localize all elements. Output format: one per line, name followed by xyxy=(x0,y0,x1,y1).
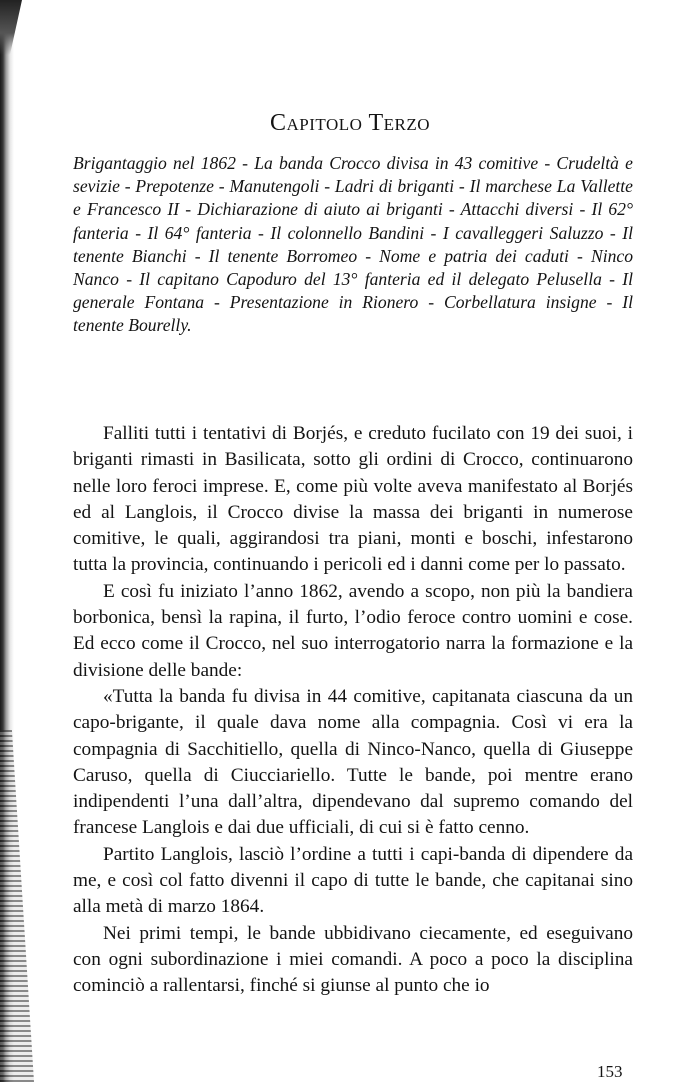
chapter-title: Capitolo Terzo xyxy=(269,110,431,136)
page-number: 153 xyxy=(597,1062,623,1081)
book-spine-shadow-bottom xyxy=(0,730,34,1082)
chapter-summary: Brigantaggio nel 1862 - La banda Crocco divisa in 43 comitive - Crudeltà e sevizie - Prepotenze - Manutengoli - Ladri di briganti - Il marchese La Vallette e Francesco II - Dichiarazione di aiuto ai briganti - Attacchi diversi - Il 62° fanteria - Il 64° fanteria - Il colonnello Bandini - I cavalleggeri Saluzzo - Il tenente Bianchi - Il tenente Borromeo - Nome e patria dei caduti - Ninco Nanco - Il capitano Capoduro del 13° fanteria ed il delegato Pelusella - Il generale Fontana - Presentazione in Rionero - Corbellatura insigne - Il tenente Bourelly. xyxy=(73,153,633,336)
paragraph: «Tutta la banda fu divisa in 44 comitive, capitanata ciascuna da un capo-brigante, il quale dava nome alla compagnia. Così vi era la compagnia di Sacchitiello, quella di Ninco-Nanco, quella di Giuseppe Caruso, quella di Ciucciariello. Tutte le bande, poi mentre erano indipendenti l’una dall’altra, dipendevano dal supremo comando del francese Langlois e dai due ufficiali, di cui si è fatto cenno. xyxy=(73,685,633,839)
paragraph: E così fu iniziato l’anno 1862, avendo a scopo, non più la bandiera borbonica, bensì la rapina, il furto, l’odio feroce contro uomini e cose. Ed ecco come il Crocco, nel suo interrogatorio narra la formazione e la divisione delle bande: xyxy=(73,580,633,681)
paragraph: Nei primi tempi, le bande ubbidivano ciecamente, ed eseguivano con ogni subordinazione i miei comandi. A poco a poco la disciplina cominciò a rallentarsi, finché si giunse al punto che io xyxy=(73,922,633,997)
paragraph: Falliti tutti i tentativi di Borjés, e creduto fucilato con 19 dei suoi, i briganti rimasti in Basilicata, sotto gli ordini di Crocco, continuarono nelle loro feroci imprese. E, come più volte aveva manifestato al Borjés ed al Langlois, il Crocco divise la massa dei briganti in numerose comitive, le quali, aggirandosi tra piani, monti e boschi, infestarono tutta la provincia, continuando i pericoli ed i danni come per lo passato. xyxy=(73,423,633,576)
body-text xyxy=(73,421,633,1000)
book-spine-shadow-top xyxy=(0,0,22,55)
paragraph: Partito Langlois, lasciò l’ordine a tutti i capi-banda di dipendere da me, e così col fatto divenni il capo di tutte le bande, che capitanai sino alla metà di marzo 1864. xyxy=(73,843,633,918)
